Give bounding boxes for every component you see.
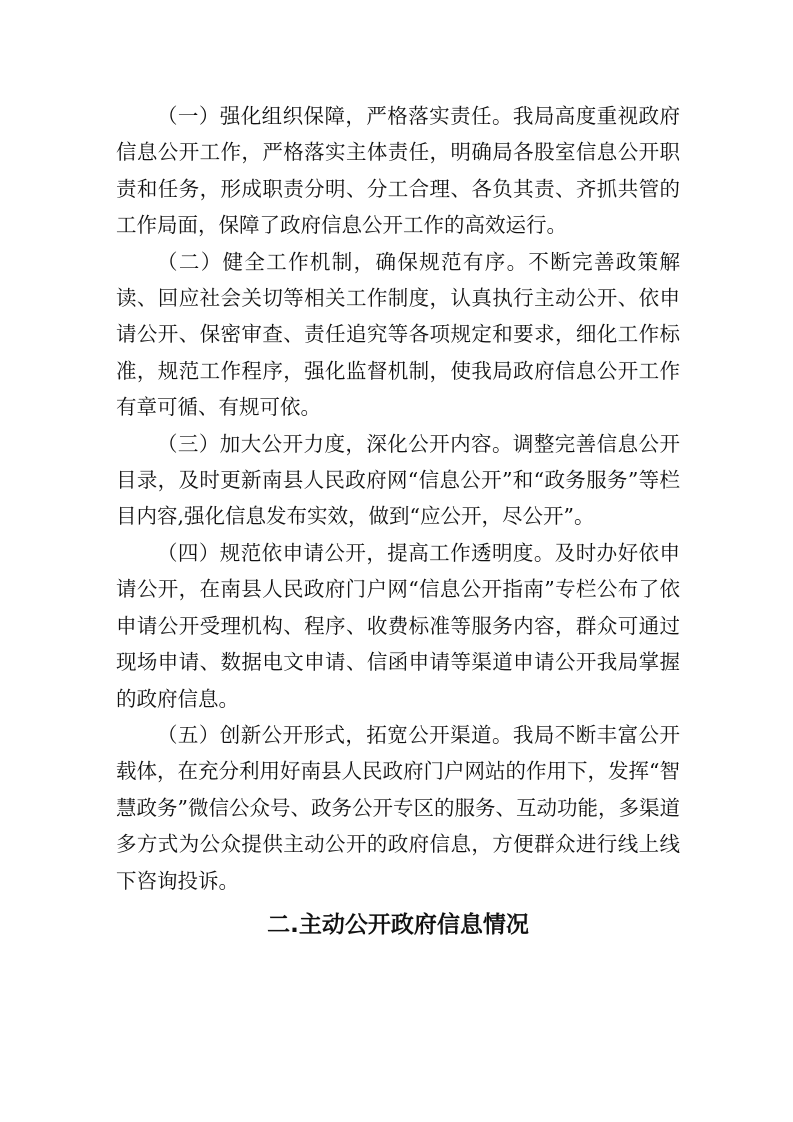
paragraph-disclosure-intensity: （三）加大公开力度，深化公开内容。调整完善信息公开目录，及时更新南县人民政府网“信息公开”和“政务服务”等栏目内容,强化信息发布实效，做到“应公开，尽公开”。 xyxy=(116,431,680,529)
paragraph-organization-guarantee: （一）强化组织保障，严格落实责任。我局高度重视政府信息公开工作，严格落实主体责任，明确局各股室信息公开职责和任务，形成职责分明、分工合理、各负其责、齐抓共管的工作局面，保障了政府信息公开工作的高效运行。 xyxy=(116,104,680,238)
paragraph-disclosure-channels: （五）创新公开形式，拓宽公开渠道。我局不断丰富公开载体，在充分利用好南县人民政府门户网站的作用下，发挥“智慧政务”微信公众号、政务公开专区的服务、互动功能，多渠道多方式为公众提供主动公开的政府信息，方便群众进行线上线下咨询投诉。 xyxy=(116,722,680,893)
paragraph-work-mechanism: （二）健全工作机制，确保规范有序。不断完善政策解读、回应社会关切等相关工作制度，认真执行主动公开、依申请公开、保密审查、责任追究等各项规定和要求，细化工作标准，规范工作程序，强化监督机制，使我局政府信息公开工作有章可循、有规可依。 xyxy=(116,249,680,420)
paragraph-application-disclosure: （四）规范依申请公开，提高工作透明度。及时办好依申请公开，在南县人民政府门户网“信息公开指南”专栏公布了依申请公开受理机构、程序、收费标准等服务内容，群众可通过现场申请、数据电文申请、信函申请等渠道申请公开我局掌握的政府信息。 xyxy=(116,540,680,711)
section-heading: 二.主动公开政府信息情况 xyxy=(267,911,529,938)
document-body xyxy=(116,98,680,943)
